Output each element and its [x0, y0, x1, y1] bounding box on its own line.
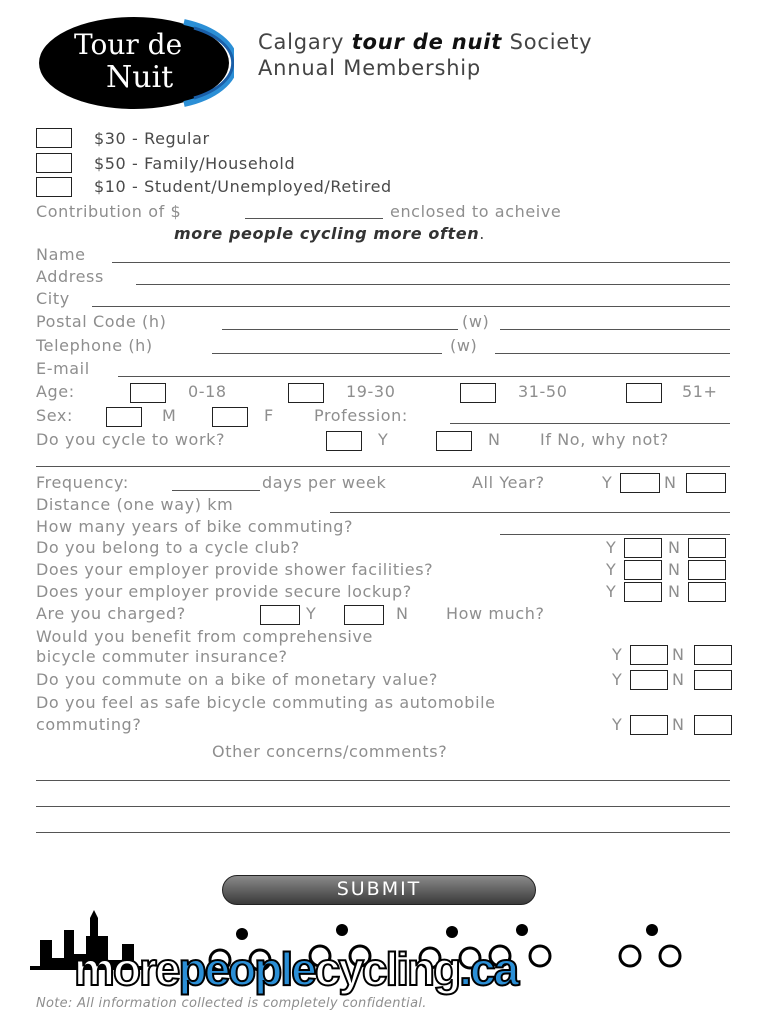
insurance-y-label: Y [612, 645, 623, 664]
insurance-label-line1: Would you benefit from comprehensive [36, 627, 373, 646]
checkbox-cycle-work-n[interactable] [436, 431, 472, 451]
sex-f-label: F [264, 406, 274, 425]
profession-label: Profession: [314, 406, 408, 425]
logo [34, 14, 234, 112]
age-label: Age: [36, 382, 75, 401]
checkbox-lockup-n[interactable] [688, 582, 726, 602]
shower-label: Does your employer provide shower facilities? [36, 560, 434, 579]
safe-label-line1: Do you feel as safe bicycle commuting as automobile [36, 693, 496, 712]
club-n-label: N [668, 538, 681, 557]
charged-label: Are you charged? [36, 604, 186, 623]
checkbox-shower-n[interactable] [688, 560, 726, 580]
checkbox-safe-y[interactable] [630, 715, 668, 735]
safe-n-label: N [672, 715, 685, 734]
banner-cycling: cycling [314, 943, 460, 995]
lockup-label: Does your employer provide secure lockup? [36, 582, 412, 601]
comments-line-3[interactable] [36, 832, 730, 833]
postal-label: Postal Code (h) [36, 312, 167, 331]
submit-label: SUBMIT [336, 878, 422, 900]
safe-label-line2: commuting? [36, 715, 142, 734]
age-51-plus-label: 51+ [682, 382, 718, 401]
banner-more: more [74, 943, 179, 995]
checkbox-cycle-work-y[interactable] [326, 431, 362, 451]
profession-input[interactable] [450, 423, 730, 424]
name-label: Name [36, 245, 86, 264]
telephone-input[interactable] [212, 353, 442, 354]
checkbox-shower-y[interactable] [624, 560, 662, 580]
monetary-n-label: N [672, 670, 685, 689]
checkbox-monetary-n[interactable] [694, 670, 732, 690]
telephone-label: Telephone (h) [36, 336, 153, 355]
banner-text [74, 944, 517, 994]
checkbox-club-y[interactable] [624, 538, 662, 558]
checkbox-family[interactable] [36, 153, 72, 173]
telephone-w-input[interactable] [495, 353, 730, 354]
cycle-work-n-label: N [488, 430, 501, 449]
cycle-work-y-label: Y [378, 430, 389, 449]
frequency-label: Frequency: [36, 473, 129, 492]
comments-line-2[interactable] [36, 806, 730, 807]
contribution-input[interactable] [245, 218, 383, 219]
address-input[interactable] [136, 284, 730, 285]
days-per-week-label: days per week [262, 473, 387, 492]
confidential-note: Note: All information collected is completely confidential. [36, 996, 427, 1011]
monetary-y-label: Y [612, 670, 623, 689]
postal-w-label: (w) [462, 312, 490, 331]
insurance-n-label: N [672, 645, 685, 664]
title-suffix: Society [502, 30, 593, 54]
postal-w-input[interactable] [500, 329, 730, 330]
lockup-y-label: Y [606, 582, 617, 601]
checkbox-safe-n[interactable] [694, 715, 732, 735]
checkbox-all-year-y[interactable] [620, 473, 660, 493]
how-much-label: How much? [446, 604, 545, 623]
age-31-50-label: 31-50 [518, 382, 568, 401]
checkbox-charged-n[interactable] [344, 605, 384, 625]
checkbox-monetary-y[interactable] [630, 670, 668, 690]
city-input[interactable] [92, 306, 730, 307]
checkbox-charged-y[interactable] [260, 605, 300, 625]
distance-label: Distance (one way) km [36, 495, 234, 514]
sex-label: Sex: [36, 406, 73, 425]
all-year-y-label: Y [602, 473, 613, 492]
charged-y-label: Y [306, 604, 317, 623]
checkbox-sex-m[interactable] [106, 407, 142, 427]
page-subtitle: Annual Membership [258, 56, 482, 80]
checkbox-all-year-n[interactable] [686, 473, 726, 493]
slogan-period: . [479, 224, 485, 243]
checkbox-sex-f[interactable] [212, 407, 248, 427]
checkbox-lockup-y[interactable] [624, 582, 662, 602]
email-input[interactable] [118, 376, 730, 377]
distance-input[interactable] [330, 512, 730, 513]
banner-ca: .ca [459, 943, 518, 995]
submit-button[interactable] [222, 875, 536, 905]
contribution-suffix: enclosed to acheive [390, 202, 562, 221]
checkbox-age-31-50[interactable] [460, 383, 496, 403]
why-not-label: If No, why not? [540, 430, 669, 449]
age-19-30-label: 19-30 [346, 382, 396, 401]
label-family: $50 - Family/Household [94, 154, 296, 173]
insurance-label-line2: bicycle commuter insurance? [36, 647, 288, 666]
shower-n-label: N [668, 560, 681, 579]
city-label: City [36, 289, 70, 308]
safe-y-label: Y [612, 715, 623, 734]
name-input[interactable] [112, 262, 730, 263]
cycle-work-label: Do you cycle to work? [36, 430, 226, 449]
age-0-18-label: 0-18 [188, 382, 227, 401]
club-y-label: Y [606, 538, 617, 557]
comments-label: Other concerns/comments? [212, 742, 448, 761]
email-label: E-mail [36, 359, 90, 378]
title-emph: tour de nuit [351, 30, 503, 54]
checkbox-age-51-plus[interactable] [626, 383, 662, 403]
checkbox-age-19-30[interactable] [288, 383, 324, 403]
checkbox-insurance-y[interactable] [630, 645, 668, 665]
club-label: Do you belong to a cycle club? [36, 538, 300, 557]
checkbox-student[interactable] [36, 177, 72, 197]
slogan [174, 224, 485, 243]
years-input[interactable] [500, 534, 730, 535]
contribution-prefix: Contribution of $ [36, 202, 182, 221]
slogan-text: more people cycling more often [174, 224, 480, 243]
sex-m-label: M [162, 406, 177, 425]
years-label: How many years of bike commuting? [36, 517, 354, 536]
all-year-label: All Year? [472, 473, 545, 492]
lockup-n-label: N [668, 582, 681, 601]
monetary-label: Do you commute on a bike of monetary value? [36, 670, 438, 689]
frequency-input[interactable] [172, 490, 260, 491]
comments-line-1[interactable] [36, 780, 730, 781]
title-prefix: Calgary [258, 30, 352, 54]
page-title [258, 30, 592, 54]
checkbox-regular[interactable] [36, 128, 72, 148]
label-regular: $30 - Regular [94, 129, 210, 148]
shower-y-label: Y [606, 560, 617, 579]
charged-n-label: N [396, 604, 409, 623]
banner [30, 910, 735, 998]
telephone-w-label: (w) [450, 336, 478, 355]
address-label: Address [36, 267, 104, 286]
checkbox-club-n[interactable] [688, 538, 726, 558]
logo-line1: Tour de [74, 28, 183, 61]
label-student: $10 - Student/Unemployed/Retired [94, 177, 392, 196]
checkbox-insurance-n[interactable] [694, 645, 732, 665]
logo-line2: Nuit [106, 60, 174, 95]
checkbox-age-0-18[interactable] [130, 383, 166, 403]
banner-people: people [178, 943, 315, 995]
why-not-input[interactable] [36, 466, 730, 467]
all-year-n-label: N [664, 473, 677, 492]
postal-input[interactable] [222, 329, 458, 330]
